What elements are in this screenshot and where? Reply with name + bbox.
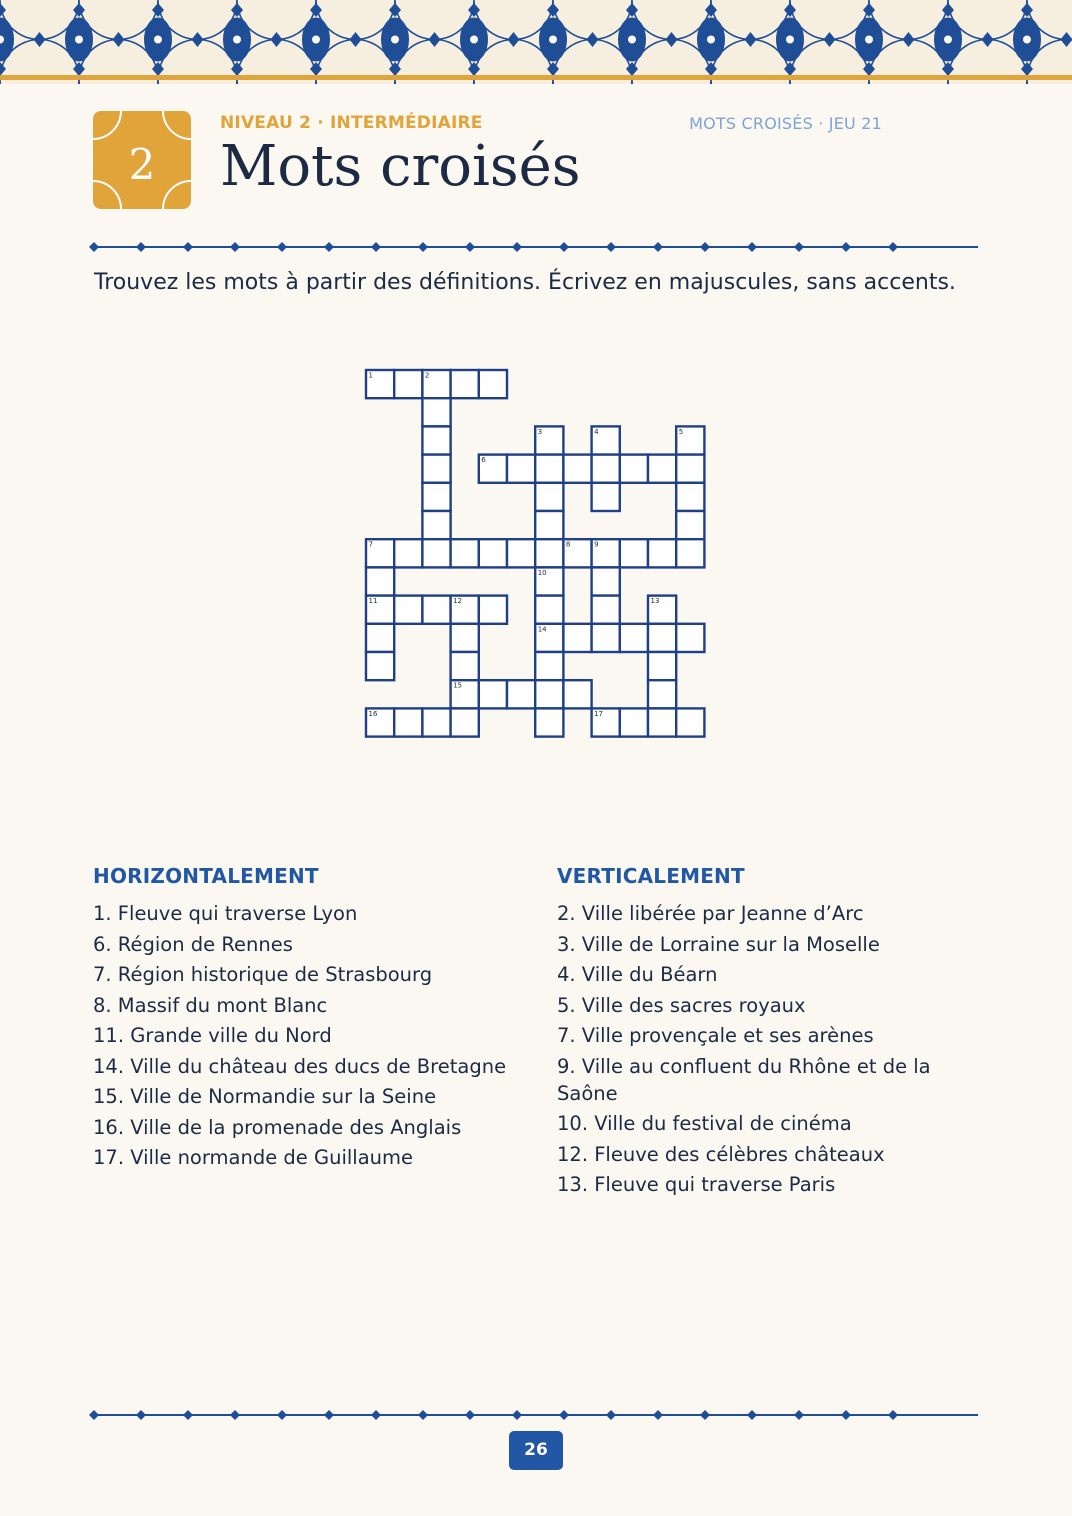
cell-number: 14 xyxy=(537,625,547,634)
crossword-cell[interactable] xyxy=(479,370,507,398)
decorative-pattern-banner xyxy=(0,0,1072,84)
crossword-cell[interactable] xyxy=(422,539,450,567)
crossword-cell[interactable] xyxy=(535,708,563,736)
crossword-cell[interactable] xyxy=(648,624,676,652)
crossword-grid xyxy=(300,360,780,760)
crossword-cell[interactable] xyxy=(451,708,479,736)
across-clue: 11. Grande ville du Nord xyxy=(93,1024,332,1047)
crossword-cell[interactable] xyxy=(535,455,563,483)
crossword-cell[interactable] xyxy=(422,426,450,454)
crossword-cell[interactable] xyxy=(563,455,591,483)
crossword-cell[interactable] xyxy=(563,680,591,708)
across-clue: 6. Région de Rennes xyxy=(93,932,293,956)
across-clue: 8. Massif du mont Blanc xyxy=(93,993,328,1017)
crossword-cell[interactable] xyxy=(451,652,479,680)
crossword-cell[interactable] xyxy=(648,680,676,708)
cell-number: 15 xyxy=(453,681,463,690)
crossword-cell[interactable] xyxy=(535,596,563,624)
cell-number: 8 xyxy=(565,540,571,549)
cell-number: 5 xyxy=(678,427,684,436)
down-clue: 12. Fleuve des célèbres châteaux xyxy=(557,1142,885,1166)
cell-number: 9 xyxy=(594,540,599,549)
cell-number: 12 xyxy=(453,597,463,606)
crossword-cell[interactable] xyxy=(592,624,620,652)
crossword-cell[interactable] xyxy=(648,455,676,483)
down-clue: 7. Ville provençale et ses arènes xyxy=(557,1024,874,1047)
crossword-cell[interactable] xyxy=(422,398,450,426)
down-clue: 2. Ville libérée par Jeanne d’Arc xyxy=(557,902,864,925)
page-title: Mots croisés xyxy=(220,134,581,199)
crossword-cell[interactable] xyxy=(451,370,479,398)
crossword-cell[interactable] xyxy=(620,624,648,652)
bottom-divider xyxy=(88,1409,980,1421)
across-clues xyxy=(93,864,513,1175)
across-clue: 16. Ville de la promenade des Anglais xyxy=(93,1115,462,1139)
crossword-cell[interactable] xyxy=(479,596,507,624)
across-clue: 17. Ville normande de Guillaume xyxy=(93,1146,414,1169)
crossword-cell[interactable] xyxy=(592,455,620,483)
cell-number: 10 xyxy=(537,568,547,577)
down-clue: 4. Ville du Béarn xyxy=(557,963,718,986)
across-clue: 7. Région historique de Strasbourg xyxy=(93,963,433,986)
crossword-cell[interactable] xyxy=(620,708,648,736)
cell-number: 3 xyxy=(537,427,543,436)
down-clue: 3. Ville de Lorraine sur la Moselle xyxy=(557,932,880,956)
crossword-cell[interactable] xyxy=(620,455,648,483)
crossword-cell[interactable] xyxy=(479,539,507,567)
crossword-cell[interactable] xyxy=(451,624,479,652)
crossword-cell[interactable] xyxy=(394,370,422,398)
cell-number: 11 xyxy=(368,597,378,606)
down-clue: 5. Ville des sacres royaux xyxy=(557,993,806,1017)
crossword-cell[interactable] xyxy=(592,483,620,511)
across-heading: HORIZONTALEMENT xyxy=(93,864,319,888)
crossword-cell[interactable] xyxy=(676,708,704,736)
crossword-cell[interactable] xyxy=(422,455,450,483)
across-clue: 15. Ville de Normandie sur la Seine xyxy=(93,1085,437,1108)
crossword-cell[interactable] xyxy=(563,624,591,652)
cell-number: 6 xyxy=(481,456,486,465)
crossword-cell[interactable] xyxy=(592,567,620,595)
down-clue: 13. Fleuve qui traverse Paris xyxy=(557,1173,836,1196)
crossword-cell[interactable] xyxy=(676,511,704,539)
cell-number: 1 xyxy=(368,371,373,380)
crossword-cell[interactable] xyxy=(366,624,394,652)
cell-number: 2 xyxy=(424,371,430,380)
crossword-cell[interactable] xyxy=(648,708,676,736)
crossword-cell[interactable] xyxy=(366,652,394,680)
badge-number: 2 xyxy=(128,140,156,189)
crossword-cell[interactable] xyxy=(676,455,704,483)
crossword-cell[interactable] xyxy=(620,539,648,567)
down-clue: 9. Ville au confluent du Rhône et de la Saône xyxy=(557,1054,931,1105)
crossword-cell[interactable] xyxy=(535,483,563,511)
crossword-cell[interactable] xyxy=(507,539,535,567)
across-clue: 1. Fleuve qui traverse Lyon xyxy=(93,902,358,925)
cell-number: 17 xyxy=(594,709,604,718)
crossword-cell[interactable] xyxy=(394,539,422,567)
level-label: NIVEAU 2 · INTERMÉDIAIRE xyxy=(220,113,483,133)
crossword-cell[interactable] xyxy=(507,455,535,483)
crossword-cell[interactable] xyxy=(535,680,563,708)
crossword-cell[interactable] xyxy=(451,539,479,567)
crossword-cell[interactable] xyxy=(676,624,704,652)
top-divider xyxy=(88,241,980,253)
crossword-cell[interactable] xyxy=(676,539,704,567)
crossword-cell[interactable] xyxy=(592,596,620,624)
crossword-cell[interactable] xyxy=(422,511,450,539)
crossword-cell[interactable] xyxy=(479,680,507,708)
crossword-cell[interactable] xyxy=(648,652,676,680)
cell-number: 13 xyxy=(650,597,660,606)
crossword-cell[interactable] xyxy=(535,652,563,680)
page-number: 26 xyxy=(509,1431,563,1470)
instructions: Trouvez les mots à partir des définitions. Écrivez en majuscules, sans accents. xyxy=(94,270,956,295)
series-label: MOTS CROISÉS · JEU 21 xyxy=(689,114,882,133)
crossword-cell[interactable] xyxy=(394,708,422,736)
cell-number: 7 xyxy=(368,540,373,549)
cell-number: 16 xyxy=(368,709,378,718)
level-badge xyxy=(93,111,191,209)
crossword-cell[interactable] xyxy=(394,596,422,624)
across-clue: 14. Ville du château des ducs de Bretagne xyxy=(93,1054,507,1078)
crossword-cell[interactable] xyxy=(648,539,676,567)
down-heading: VERTICALEMENT xyxy=(557,864,745,888)
crossword-cell[interactable] xyxy=(422,708,450,736)
crossword-cell[interactable] xyxy=(507,680,535,708)
crossword-cell[interactable] xyxy=(535,511,563,539)
crossword-cell[interactable] xyxy=(676,483,704,511)
cell-number: 4 xyxy=(594,427,599,436)
crossword-cell[interactable] xyxy=(422,483,450,511)
down-clue: 10. Ville du festival de cinéma xyxy=(557,1112,852,1135)
crossword-cell[interactable] xyxy=(366,567,394,595)
crossword-cell[interactable] xyxy=(422,596,450,624)
down-clues xyxy=(557,864,977,1202)
crossword-cell[interactable] xyxy=(535,539,563,567)
